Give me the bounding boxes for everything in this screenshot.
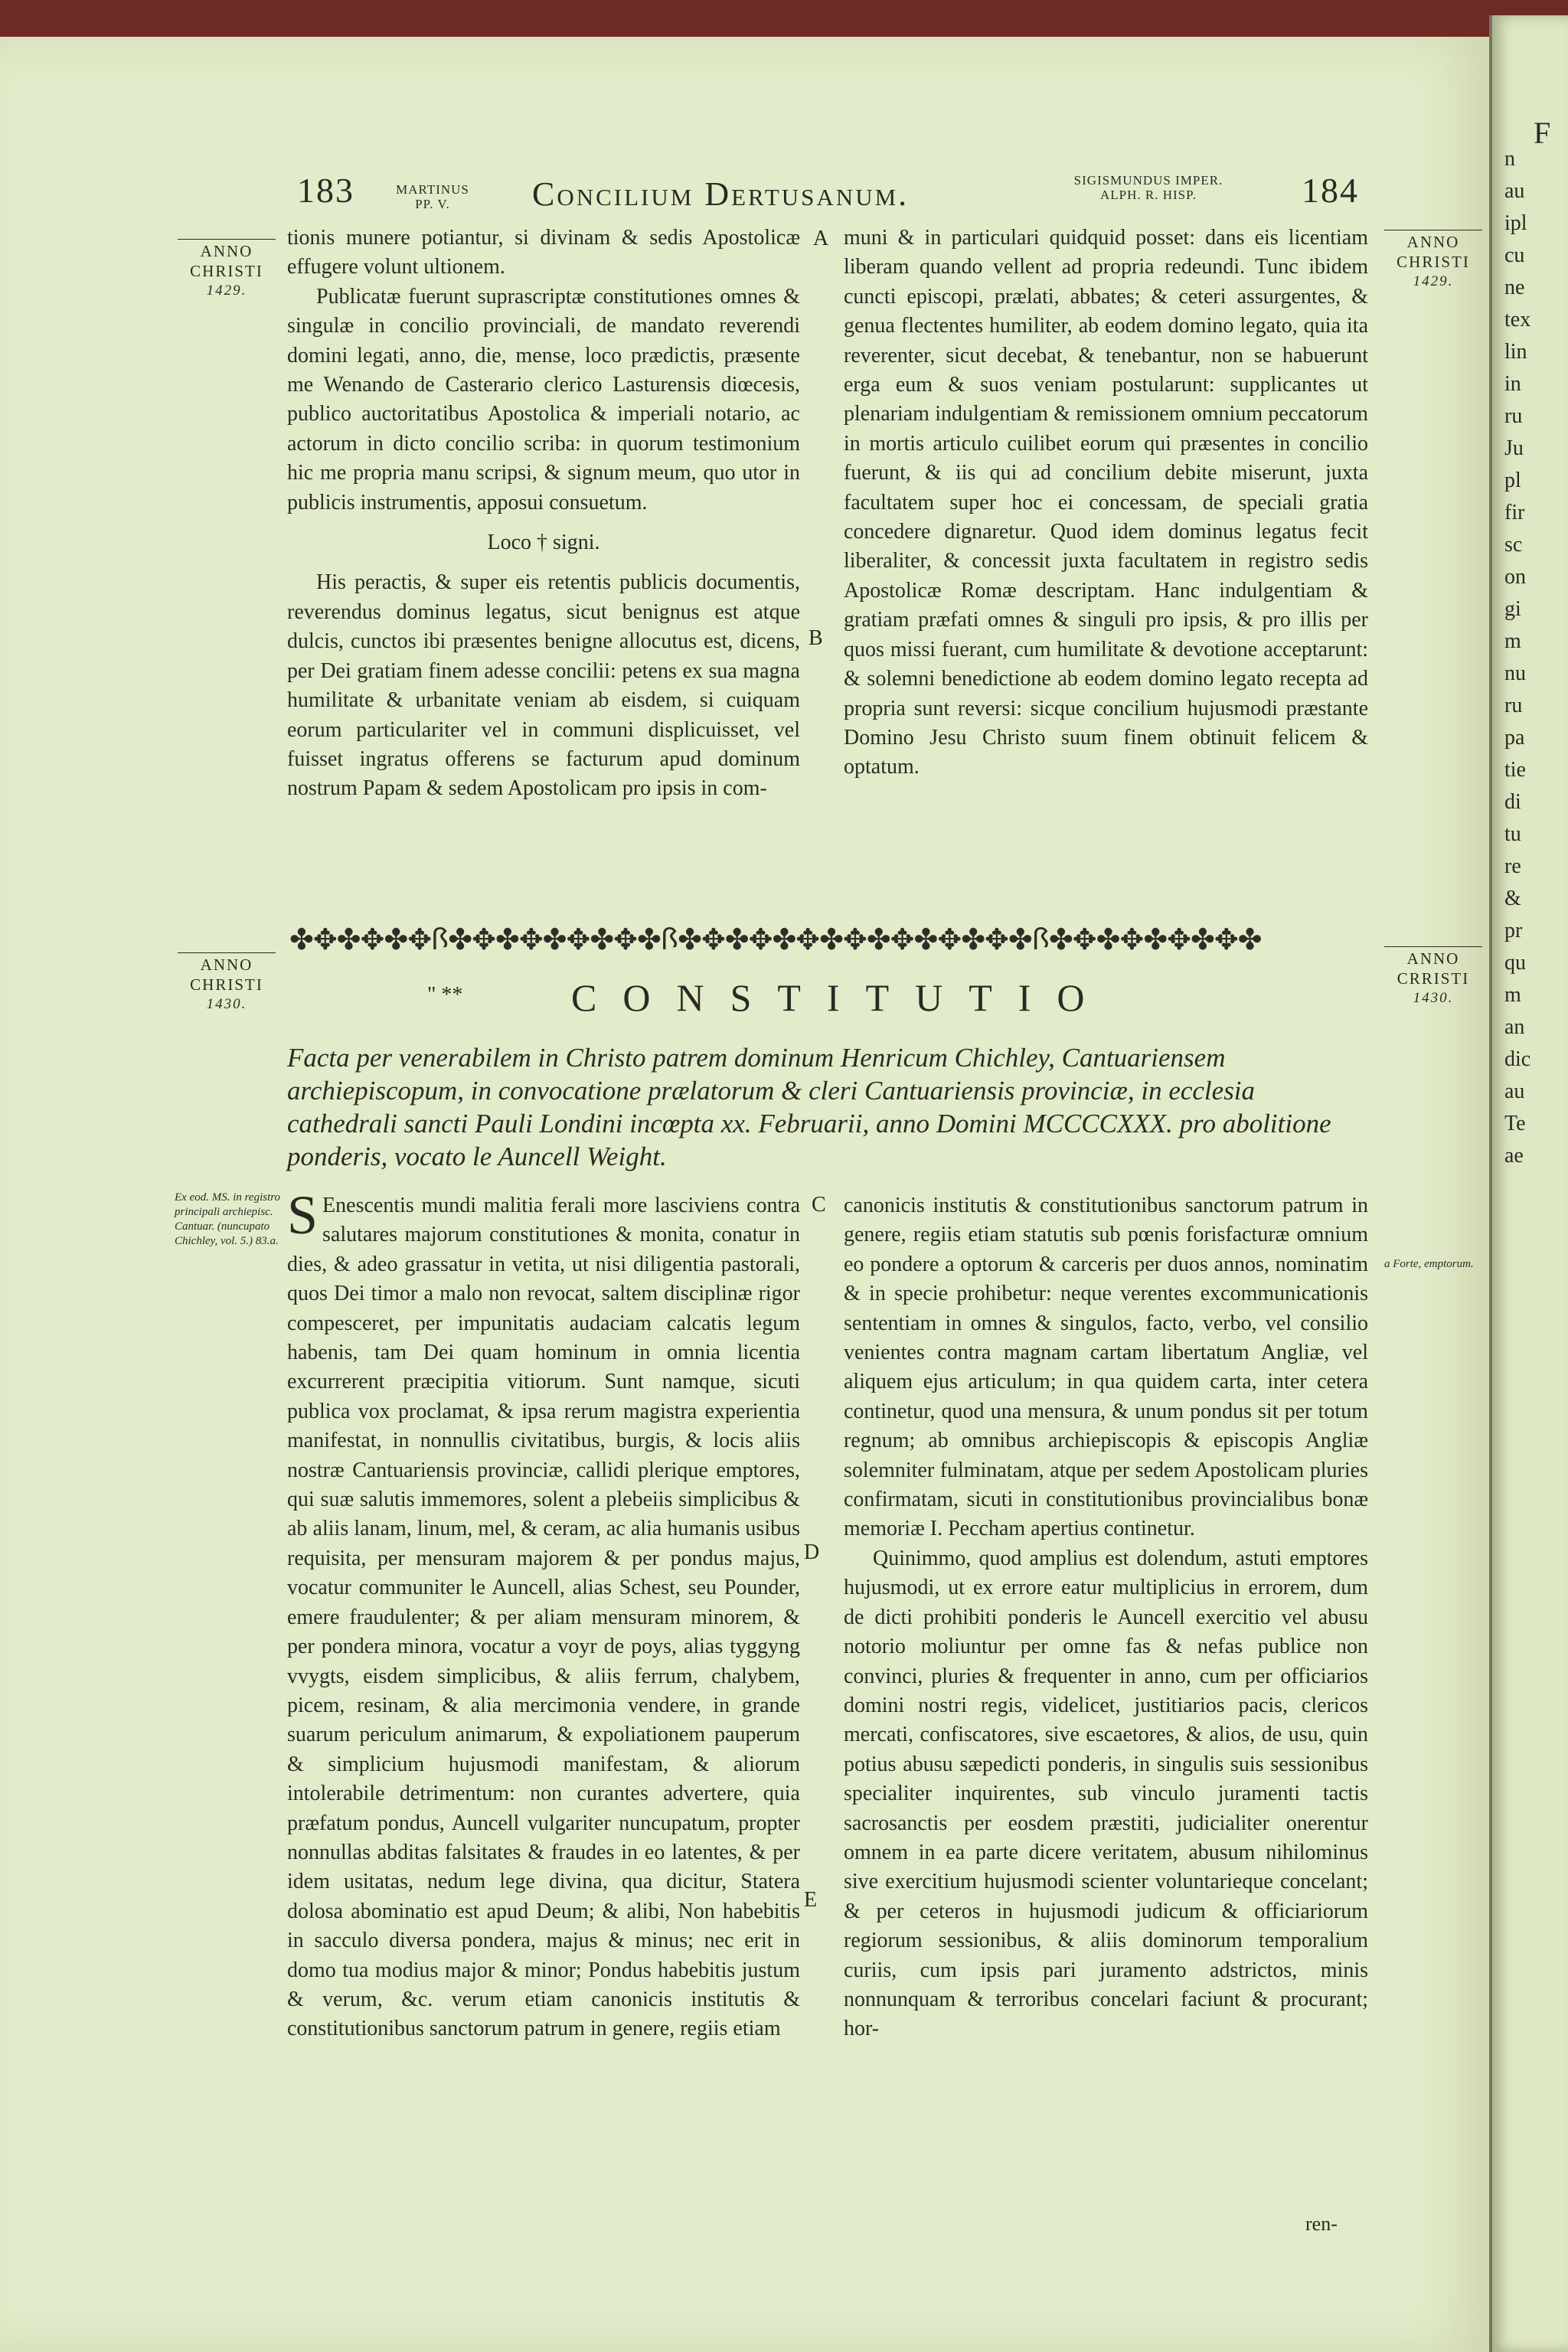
next-page-fragment: dic — [1504, 1047, 1531, 1071]
next-page-fragment: pl — [1504, 469, 1521, 492]
next-page-fragment: lin — [1504, 340, 1527, 364]
next-page-fragment: n — [1504, 147, 1515, 171]
christi-word: CHRISTI — [1396, 253, 1470, 271]
next-page-fragment: in — [1504, 372, 1521, 396]
paragraph: tionis munere potiantur, si divinam & sedis Apostolicæ effugere volunt ultionem. — [287, 226, 800, 279]
christi-word: CHRISTI — [190, 262, 263, 280]
next-page-fragment: tex — [1504, 308, 1531, 332]
page-number-left: 183 — [297, 171, 354, 210]
bottom-right-column — [844, 1191, 1368, 2044]
anno-christi-1430-left — [178, 952, 276, 1014]
section-title: CONSTITUTIO — [571, 976, 1111, 1019]
next-page-fragment: & — [1504, 887, 1521, 910]
next-page-fragment: nu — [1504, 662, 1526, 685]
king-name: ALPH. R. HISP. — [1100, 188, 1197, 202]
next-page-fragment: on — [1504, 565, 1526, 589]
anno-year: 1430. — [206, 996, 247, 1012]
anno-year: 1429. — [206, 283, 247, 299]
pope-running-head — [387, 182, 479, 211]
anno-christi-1430-right — [1384, 946, 1482, 1008]
section-letter-e: E — [804, 1888, 818, 1912]
next-page-fragment: m — [1504, 629, 1521, 653]
next-page-fragment: gi — [1504, 597, 1521, 621]
page-gutter — [1489, 15, 1492, 2352]
next-page-fragment: ae — [1504, 1144, 1524, 1168]
next-page-fragment: cu — [1504, 243, 1525, 267]
next-page-fragment: pr — [1504, 919, 1523, 942]
christi-word: CRRISTI — [1396, 969, 1470, 988]
anno-christi-1429-right — [1384, 230, 1482, 292]
pope-title: PP. V. — [415, 197, 450, 211]
next-page-fragment: ipl — [1504, 211, 1527, 235]
next-page-fragment: tie — [1504, 758, 1526, 782]
next-page-fragment: Ju — [1504, 436, 1524, 460]
margin-rule — [178, 952, 276, 953]
next-page-fragment: sc — [1504, 533, 1523, 557]
section-subtitle: Facta per venerabilem in Christo patrem dominum Henricum Chichley, Cantuariensem archiepiscopum, in convocatione prælatorum & cleri Cantuariensis provinciæ, in ecclesia cathedrali sancti Pauli Londini incœpta xx. Februarii, anno Domini MCCCCXXX. pro abolitione ponderis, vocato le Auncell Weight. — [287, 1043, 1331, 1171]
margin-rule — [1384, 946, 1482, 947]
section-letter-b: B — [808, 626, 823, 650]
margin-rule — [178, 239, 276, 240]
pope-name: MARTINUS — [396, 182, 469, 197]
next-page-fragment: fir — [1504, 501, 1525, 524]
anno-year: 1430. — [1413, 990, 1454, 1006]
paragraph: muni & in particulari quidquid posset: dans eis licentiam liberam quando vellent ad propria redeundi. Tunc ibidem cuncti episcopi, prælati, abbates; & ceteri assurgentes, & genua flectentes humiliter, ab eodem domino legato, quia ita reverenter, sicut decebat, & tenebantur, non se habuerunt erga eum & suos veniam postularunt: supplicantes ut plenariam indulgentiam & remissionem omnium peccatorum in mortis articulo cuilibet eorum qui præsentes in concilio fuerunt, & iis qui ad concilium debite miserunt, juxta facultatem super hoc ei concessam, de speciali gratia concedere dignaretur. Quod idem dominus legatus fecit liberaliter, & concessit juxta facultatem in registro sedis Apostolicæ Romæ descriptam. Hanc indulgentiam & gratiam præfati omnes & singuli pro ipsis, & pro illis per quos missi fuerant, cum humilitate & devotione acceptarunt: & solemni benedictione ab eodem domino legato recepta ad propria sunt reversi: sicque concilium hujusmodi præstante Domino Jesu Christo suum finem obtinuit felicem & optatum. — [844, 226, 1368, 779]
page-number-right: 184 — [1302, 171, 1359, 210]
anno-year: 1429. — [1413, 273, 1454, 289]
top-right-column — [844, 224, 1368, 782]
anno-word: ANNO — [200, 956, 253, 974]
next-page-edge — [1489, 15, 1568, 2352]
next-page-fragment: au — [1504, 179, 1525, 203]
next-page-fragment: ru — [1504, 404, 1523, 428]
paragraph-text: Enescentis mundi malitia ferali more lasciviens contra salutares majorum constitutiones & monita, conatur in dies, & adeo grassatur in vetita, ut nisi diligentia pastorali, quos Dei timor a malo non revocat, saltem disciplinæ rigor compesceret, per impunitatis audaciam calcatis legum habenis, tam Dei quam hominum in omnia licentia excurrerent præcipitia vitiorum. Sunt namque, sicuti publica vox proclamat, & ipsa rerum magistra experientia manifestat, in nonnullis civitatibus, burgis, & locis aliis nostræ Cantuariensis provinciæ, callidi plerique emptores, qui suæ salutis immemores, solent a plebeiis simplicibus & ab aliis lanam, linum, mel, & ceram, ac alia humanis usibus requisita, per mensuram majorem & per pondus majus, vocatur communiter le Auncell, alias Schest, seu Pounder, emere fraudulenter; & per aliam mensuram minorem, & per pondera minora, vocatur a voyr de poys, alias tyggyng vvygts, eisdem simplicibus, & aliis ferrum, chalybem, picem, resinam, & alia mercimonia vendere, in grande suarum periculum animarum, & expoliationem pauperum & simplicium hujusmodi manifestam, & aliorum intolerabile detrimentum: non curantes advertere, quia præfatum pondus, Auncell vulgariter nuncupatum, propter nonnullas abditas falsitates & fraudes in eo latentes, & per idem usitatas, nedum lege divina, qua dicitur, Statera dolosa abominatio est apud Deum; & alibi, Non habebitis in sacculo diversa pondera, majus & minus; nec erit in domo tua modius major & minor; Pondus habebitis justum & verum, &c. verum etiam canonicis institutis & constitutionibus sanctorum patrum in genere, regiis etiam — [287, 1194, 800, 2041]
next-page-fragment: tu — [1504, 822, 1521, 846]
next-page-fragment: F — [1534, 116, 1551, 150]
emperor-name: SIGISMUNDUS IMPER. — [1073, 173, 1223, 188]
paragraph: His peractis, & super eis retentis publicis documentis, reverendus dominus legatus, sicut benignus est atque dulcis, cunctos ibi præsentes benigne allocutus est, dicens, per Dei gratiam finem adesse concilii: petens ex sua magna humilitate & urbanitate veniam ab eisdem, si cuiquam eorum particulariter vel in communi displicuisset, vel fuisset ingratus offerens se facturum apud dominum nostrum Papam & sedem Apostolicam pro ipsis in com- — [287, 570, 800, 801]
anno-christi-1429-left — [178, 239, 276, 301]
next-page-fragment: ru — [1504, 694, 1523, 717]
christi-word: CHRISTI — [190, 975, 263, 994]
section-letter-a: A — [813, 227, 829, 250]
next-page-fragment: qu — [1504, 951, 1526, 975]
next-page-fragment: di — [1504, 790, 1521, 814]
drop-cap: S — [287, 1184, 318, 1246]
paragraph: canonicis institutis & constitutionibus sanctorum patrum in genere, regiis etiam statutis sub pœnis forisfacturæ omnium eo pondere a optorum & carceris per duos annos, nominatim & in specie prohibetur: neque verentes excommunicationis sententiam in omnes & singulos, facto, verbo, vel consilio venientes contra magnam cartam libertatum Angliæ, vel aliquem ejus articulum; in qua quidem carta, inter cetera continetur, quod una mensura, & unum pondus sit per totum regnum; ab omnibus archiepiscopis & episcopis Angliæ solemniter fulminatam, atque per sedem Apostolicam pluries confirmatam, sicuti in constitutionibus provincialibus bonæ memoriæ I. Peccham apertius continetur. — [844, 1194, 1368, 1541]
top-left-column — [287, 224, 800, 804]
anno-word: ANNO — [1406, 949, 1460, 968]
section-mark: " ** — [427, 983, 463, 1007]
ornamental-divider: ✤✥✤✥✤✥ꟗ✤✥✤✥✤✥✤✥✤ꟗ✤✥✤✥✤✥✤✥✤✥✤✥✤✥✤ꟗ✤✥✤✥✤✥✤✥✤ — [289, 924, 1262, 956]
source-note: Ex eod. MS. in registro principali archiepisc. Cantuar. (nuncupato Chichley, vol. 5.) 83.a. — [175, 1191, 281, 1247]
seal-mark: Loco † signi. — [487, 531, 600, 555]
next-page-fragment: au — [1504, 1080, 1525, 1103]
paragraph — [287, 1184, 800, 2044]
bottom-left-column — [287, 1184, 800, 2044]
footnote-a: a Forte, emptorum. — [1384, 1258, 1474, 1270]
next-page-fragment: m — [1504, 983, 1521, 1007]
running-title: Concilium Dertusanum. — [532, 175, 910, 213]
section-letter-c: C — [812, 1193, 826, 1217]
catchword: ren- — [1305, 2213, 1338, 2235]
emperor-running-head — [1034, 173, 1263, 202]
section-letter-d: D — [804, 1540, 820, 1564]
next-page-fragment: pa — [1504, 726, 1525, 750]
paragraph: Publicatæ fuerunt suprascriptæ constitutiones omnes & singulæ in concilio provinciali, de mandato reverendi domini legati, anno, die, mense, loco prædictis, præsente me Wenando de Casterario clerico Lasturensis diœcesis, publico auctoritatibus Apostolica & imperiali notario, ac actorum in dicto concilio scriba: in quorum testimonium hic me propria manu scripsi, & signum meum, quo utor in publicis instrumentis, apposui consuetum. — [287, 284, 800, 514]
next-page-fragment: an — [1504, 1015, 1525, 1039]
anno-word: ANNO — [200, 242, 253, 260]
paragraph: Quinimmo, quod amplius est dolendum, astuti emptores hujusmodi, ut ex errore eatur multiplicius in errorem, dum de dicti prohibiti ponderis le Auncell exercitio vel abusu notorio moliuntur per omne fas & nefas publice non convinci, pluries & frequenter in anno, cum per officiarios domini nostri regis, videlicet, justitiarios pacis, clericos mercati, confiscatores, sive escaetores, & alios, de usu, quin potius abusu sæpedicti ponderis, in singulis suis sessionibus specialiter inquirentes, sub vinculo juramenti tactis sacrosanctis per eosdem præstiti, judicialiter onerentur omnem in ea parte dicere veritatem, abusum nihilominus sive exercitium hujusmodi scienter voluntarieque concelant; & per ceteros in hujusmodi judicum & officiariorum regiorum sessionibus, & aliis dominorum temporalium curiis, cum ipsis pari juramento adstrictos, minis nonnunquam & terroribus concelari faciunt & procurant; hor- — [844, 1546, 1368, 2041]
anno-word: ANNO — [1406, 233, 1460, 251]
next-page-fragment: re — [1504, 854, 1521, 878]
next-page-fragment: Te — [1504, 1112, 1526, 1135]
next-page-fragment: ne — [1504, 276, 1525, 299]
